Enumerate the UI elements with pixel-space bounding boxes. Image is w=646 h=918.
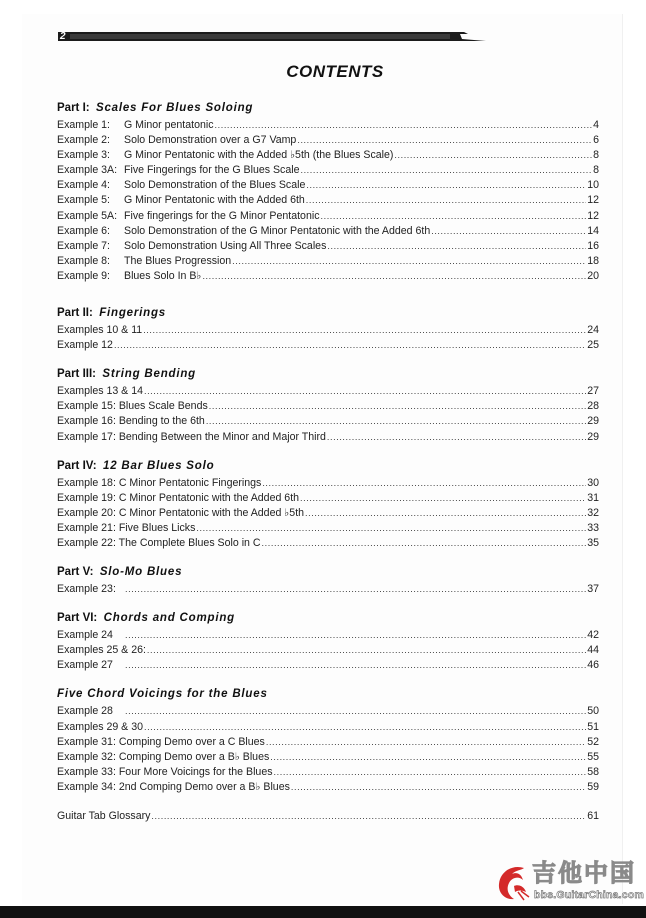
example-number: Example 23:	[57, 583, 116, 596]
example-number: Example 8:	[57, 254, 110, 267]
page-number: 2	[60, 31, 66, 42]
example-number: Example 24	[57, 629, 113, 642]
part-heading	[57, 611, 599, 626]
page-number-ref: 44	[587, 644, 599, 657]
entry-label	[57, 414, 205, 429]
entry-title: Example 31: Comping Demo over a C Blues	[57, 735, 265, 748]
entry-title: The Blues Progression	[124, 254, 232, 267]
dragon-logo-icon	[494, 862, 532, 902]
entry-label	[57, 178, 305, 193]
entry-title: G Minor Pentatonic with the Added ♭5th (the Blues Scale)	[124, 149, 394, 162]
entry-title: Example 18: C Minor Pentatonic Fingerings	[57, 476, 262, 489]
toc-entry[interactable]	[57, 536, 599, 551]
part-number: Part III:	[57, 368, 96, 381]
part-title: Fingerings	[99, 307, 166, 320]
entry-label	[57, 338, 113, 353]
toc-entry[interactable]	[57, 178, 599, 193]
page-number-ref: 50	[587, 705, 599, 718]
entry-label	[57, 628, 124, 643]
toc-entry[interactable]	[57, 118, 599, 133]
toc-entry[interactable]	[57, 643, 599, 658]
entry-title: Example 16: Bending to the 6th	[57, 415, 205, 428]
entry-title: Guitar Tab Glossary	[57, 810, 151, 822]
page-number-ref: 10	[587, 179, 599, 192]
part-number: Part VI:	[57, 612, 98, 625]
toc-entry[interactable]	[57, 133, 599, 148]
page-number-ref: 14	[587, 224, 599, 237]
entry-title: Solo Demonstration Using All Three Scales	[124, 239, 327, 252]
page-number-ref: 59	[587, 780, 599, 793]
dot-leader	[215, 118, 593, 133]
dot-leader	[431, 224, 586, 239]
dot-leader	[209, 399, 586, 414]
entry-label	[57, 658, 124, 673]
toc-entry[interactable]	[57, 193, 599, 208]
entry-title: G Minor pentatonic	[124, 119, 214, 131]
example-number: Example 28	[57, 705, 113, 718]
entry-label	[57, 765, 273, 780]
page-number-ref: 18	[587, 254, 599, 267]
entry-title: Example 19: C Minor Pentatonic with the Added 6th	[57, 491, 300, 504]
page-number-ref: 27	[587, 385, 599, 398]
dot-leader	[327, 239, 586, 254]
toc-entry[interactable]	[57, 338, 599, 353]
toc-entry[interactable]	[57, 780, 599, 795]
entry-label	[57, 643, 146, 658]
entry-label	[57, 582, 124, 597]
toc-entry[interactable]	[57, 720, 599, 735]
part-title: String Bending	[102, 368, 196, 381]
entry-title: Example 12	[57, 339, 113, 352]
entry-title: Solo Demonstration of the Blues Scale	[124, 179, 306, 192]
example-number: Example 5:	[57, 194, 110, 207]
dot-leader	[327, 430, 586, 445]
dot-leader	[306, 193, 586, 208]
entry-label	[57, 521, 195, 536]
part-heading	[57, 565, 599, 580]
toc-entry[interactable]	[57, 476, 599, 491]
dot-leader	[305, 506, 586, 521]
page-number-ref: 42	[587, 629, 599, 642]
entry-label	[57, 720, 143, 735]
dot-leader	[262, 536, 587, 551]
entry-label	[57, 780, 290, 795]
entry-title: Example 20: C Minor Pentatonic with the Added ♭5th	[57, 506, 305, 519]
watermark-url: bbs.GuitarChina.com	[534, 889, 644, 901]
entry-label	[57, 536, 261, 551]
toc-entry[interactable]	[57, 430, 599, 445]
page-number-ref: 12	[587, 209, 599, 222]
dot-leader	[202, 269, 586, 284]
entry-title: Examples 25 & 26:	[57, 644, 146, 657]
part-number: Part II:	[57, 307, 93, 320]
toc-entry[interactable]	[57, 209, 599, 224]
page-number-ref: 4	[593, 119, 599, 131]
entry-label	[57, 239, 326, 254]
dot-leader	[144, 384, 586, 399]
dot-leader	[394, 148, 592, 163]
toc-entry[interactable]	[57, 765, 599, 780]
dot-leader	[306, 178, 586, 193]
entry-title: Example 15: Blues Scale Bends	[57, 400, 208, 413]
part-title: Scales For Blues Soloing	[95, 102, 254, 114]
page-number-ref: 29	[587, 430, 599, 443]
entry-label	[57, 118, 214, 133]
toc-section	[57, 611, 599, 673]
page-number-ref: 12	[587, 194, 599, 207]
entry-title: Solo Demonstration over a G7 Vamp	[124, 134, 297, 147]
toc-entry[interactable]	[57, 323, 599, 338]
part-title: Chords and Comping	[103, 612, 235, 625]
dot-leader	[151, 809, 586, 824]
toc-entry[interactable]	[57, 148, 599, 163]
entry-label	[57, 254, 231, 269]
entry-label	[57, 704, 124, 719]
page-number-ref: 55	[587, 750, 599, 763]
example-number: Example 27	[57, 659, 113, 672]
entry-label	[57, 399, 208, 414]
table-of-contents	[57, 101, 599, 824]
example-number: Example 7:	[57, 239, 110, 252]
page-number-ref: 61	[587, 810, 599, 822]
toc-entry[interactable]	[57, 254, 599, 269]
entry-label	[57, 430, 326, 445]
page-number-ref: 35	[587, 536, 599, 549]
part-title: 12 Bar Blues Solo	[103, 459, 215, 472]
dot-leader	[321, 209, 587, 224]
page-number-ref: 24	[587, 324, 599, 337]
example-number: Example 3:	[57, 149, 110, 162]
page-number-ref: 52	[587, 735, 599, 748]
dot-leader	[270, 750, 586, 765]
part-number: Part V:	[57, 566, 94, 579]
dot-leader	[114, 338, 586, 353]
toc-section	[57, 687, 599, 795]
entry-label	[57, 163, 299, 178]
toc-entry[interactable]	[57, 163, 599, 178]
example-number: Example 3A:	[57, 164, 118, 177]
page-number-ref: 25	[587, 339, 599, 352]
page-number-ref: 32	[587, 506, 599, 519]
page-title: CONTENTS	[286, 62, 384, 81]
entry-label	[57, 209, 320, 224]
part-number: Part I:	[57, 102, 90, 114]
page-number-ref: 28	[587, 400, 599, 413]
entry-label	[57, 193, 305, 208]
toc-entry[interactable]	[57, 704, 599, 719]
toc-section	[57, 306, 599, 353]
entry-label	[57, 476, 261, 491]
entry-title: Example 32: Comping Demo over a B♭ Blues	[57, 750, 270, 763]
page-number-ref: 58	[587, 765, 599, 778]
header-bar	[58, 32, 478, 41]
toc-entry[interactable]	[57, 239, 599, 254]
entry-label	[57, 148, 393, 163]
example-number: Example 1:	[57, 119, 110, 131]
example-number: Example 9:	[57, 269, 110, 282]
dot-leader	[232, 254, 586, 269]
entry-title: Example 21: Five Blues Licks	[57, 521, 196, 534]
dot-leader	[125, 658, 586, 673]
toc-entry[interactable]	[57, 658, 599, 673]
example-number: Example 5A:	[57, 209, 118, 222]
entry-title: Example 34: 2nd Comping Demo over a B♭ Blues	[57, 780, 290, 793]
entry-title: Five Fingerings for the G Blues Scale	[124, 164, 300, 177]
page-number-ref: 51	[587, 720, 599, 733]
page-number-ref: 31	[587, 491, 599, 504]
watermark-chinese-text: 吉他中国	[532, 860, 636, 887]
entry-title: Example 22: The Complete Blues Solo in C	[57, 536, 261, 549]
watermark	[494, 860, 642, 906]
page-number-ref: 37	[587, 583, 599, 596]
toc-entry-glossary[interactable]	[57, 809, 599, 824]
entry-label	[57, 384, 143, 399]
entry-title: Five fingerings for the G Minor Pentatonic	[124, 209, 320, 222]
toc-section	[57, 367, 599, 444]
toc-entry[interactable]	[57, 384, 599, 399]
entry-label	[57, 133, 296, 148]
page-number-ref: 16	[587, 239, 599, 252]
entry-title: Example 33: Four More Voicings for the Blues	[57, 765, 273, 778]
page-number-ref: 6	[593, 134, 599, 147]
part-heading	[57, 101, 599, 116]
entry-title: Examples 10 & 11	[57, 324, 143, 337]
dot-leader	[297, 133, 592, 148]
dot-leader	[125, 704, 586, 719]
toc-entry[interactable]	[57, 399, 599, 414]
dot-leader	[262, 476, 586, 491]
dot-leader	[125, 628, 586, 643]
toc-entry[interactable]	[57, 735, 599, 750]
toc-entry[interactable]	[57, 224, 599, 239]
toc-entry[interactable]	[57, 628, 599, 643]
page-number-ref: 8	[593, 149, 599, 162]
part-title: Five Chord Voicings for the Blues	[57, 688, 268, 701]
entry-title: Solo Demonstration of the G Minor Pentatonic with the Added 6th	[124, 224, 431, 237]
example-number: Example 2:	[57, 134, 110, 147]
entry-label	[57, 491, 299, 506]
part-heading	[57, 687, 599, 702]
entry-label	[57, 750, 269, 765]
entry-title: Blues Solo In B♭	[124, 269, 202, 282]
toc-entry[interactable]	[57, 750, 599, 765]
dot-leader	[147, 643, 586, 658]
dot-leader	[196, 521, 586, 536]
entry-label	[57, 735, 265, 750]
toc-section	[57, 101, 599, 284]
page-number-ref: 20	[587, 269, 599, 282]
part-heading	[57, 367, 599, 382]
dot-leader	[144, 720, 586, 735]
entry-label	[57, 506, 304, 521]
part-number: Part IV:	[57, 459, 97, 472]
entry-label	[57, 269, 201, 284]
dot-leader	[274, 765, 587, 780]
example-number: Example 6:	[57, 224, 110, 237]
dot-leader	[300, 491, 586, 506]
toc-section	[57, 565, 599, 597]
dot-leader	[291, 780, 586, 795]
entry-title: G Minor Pentatonic with the Added 6th	[124, 194, 305, 207]
dot-leader	[143, 323, 586, 338]
entry-title: Examples 29 & 30	[57, 720, 143, 733]
page-number-ref: 33	[587, 521, 599, 534]
bottom-border	[0, 906, 646, 918]
page-number-ref: 46	[587, 659, 599, 672]
entry-title: Examples 13 & 14	[57, 385, 143, 398]
toc-entry[interactable]	[57, 582, 599, 597]
dot-leader	[125, 582, 586, 597]
part-heading	[57, 459, 599, 474]
toc-entry[interactable]	[57, 269, 599, 284]
dot-leader	[206, 414, 586, 429]
toc-entry[interactable]	[57, 521, 599, 536]
toc-entry[interactable]	[57, 506, 599, 521]
part-title: Slo-Mo Blues	[99, 566, 183, 579]
page-number-ref: 29	[587, 415, 599, 428]
dot-leader	[266, 735, 586, 750]
toc-entry[interactable]	[57, 414, 599, 429]
toc-section	[57, 459, 599, 551]
toc-entry[interactable]	[57, 491, 599, 506]
page-number-ref: 30	[587, 476, 599, 489]
part-heading	[57, 306, 599, 321]
example-number: Example 4:	[57, 179, 110, 192]
entry-title: Example 17: Bending Between the Minor and Major Third	[57, 430, 326, 443]
page-number-ref: 8	[593, 164, 599, 177]
dot-leader	[300, 163, 592, 178]
entry-label	[57, 323, 142, 338]
entry-label	[57, 224, 430, 239]
